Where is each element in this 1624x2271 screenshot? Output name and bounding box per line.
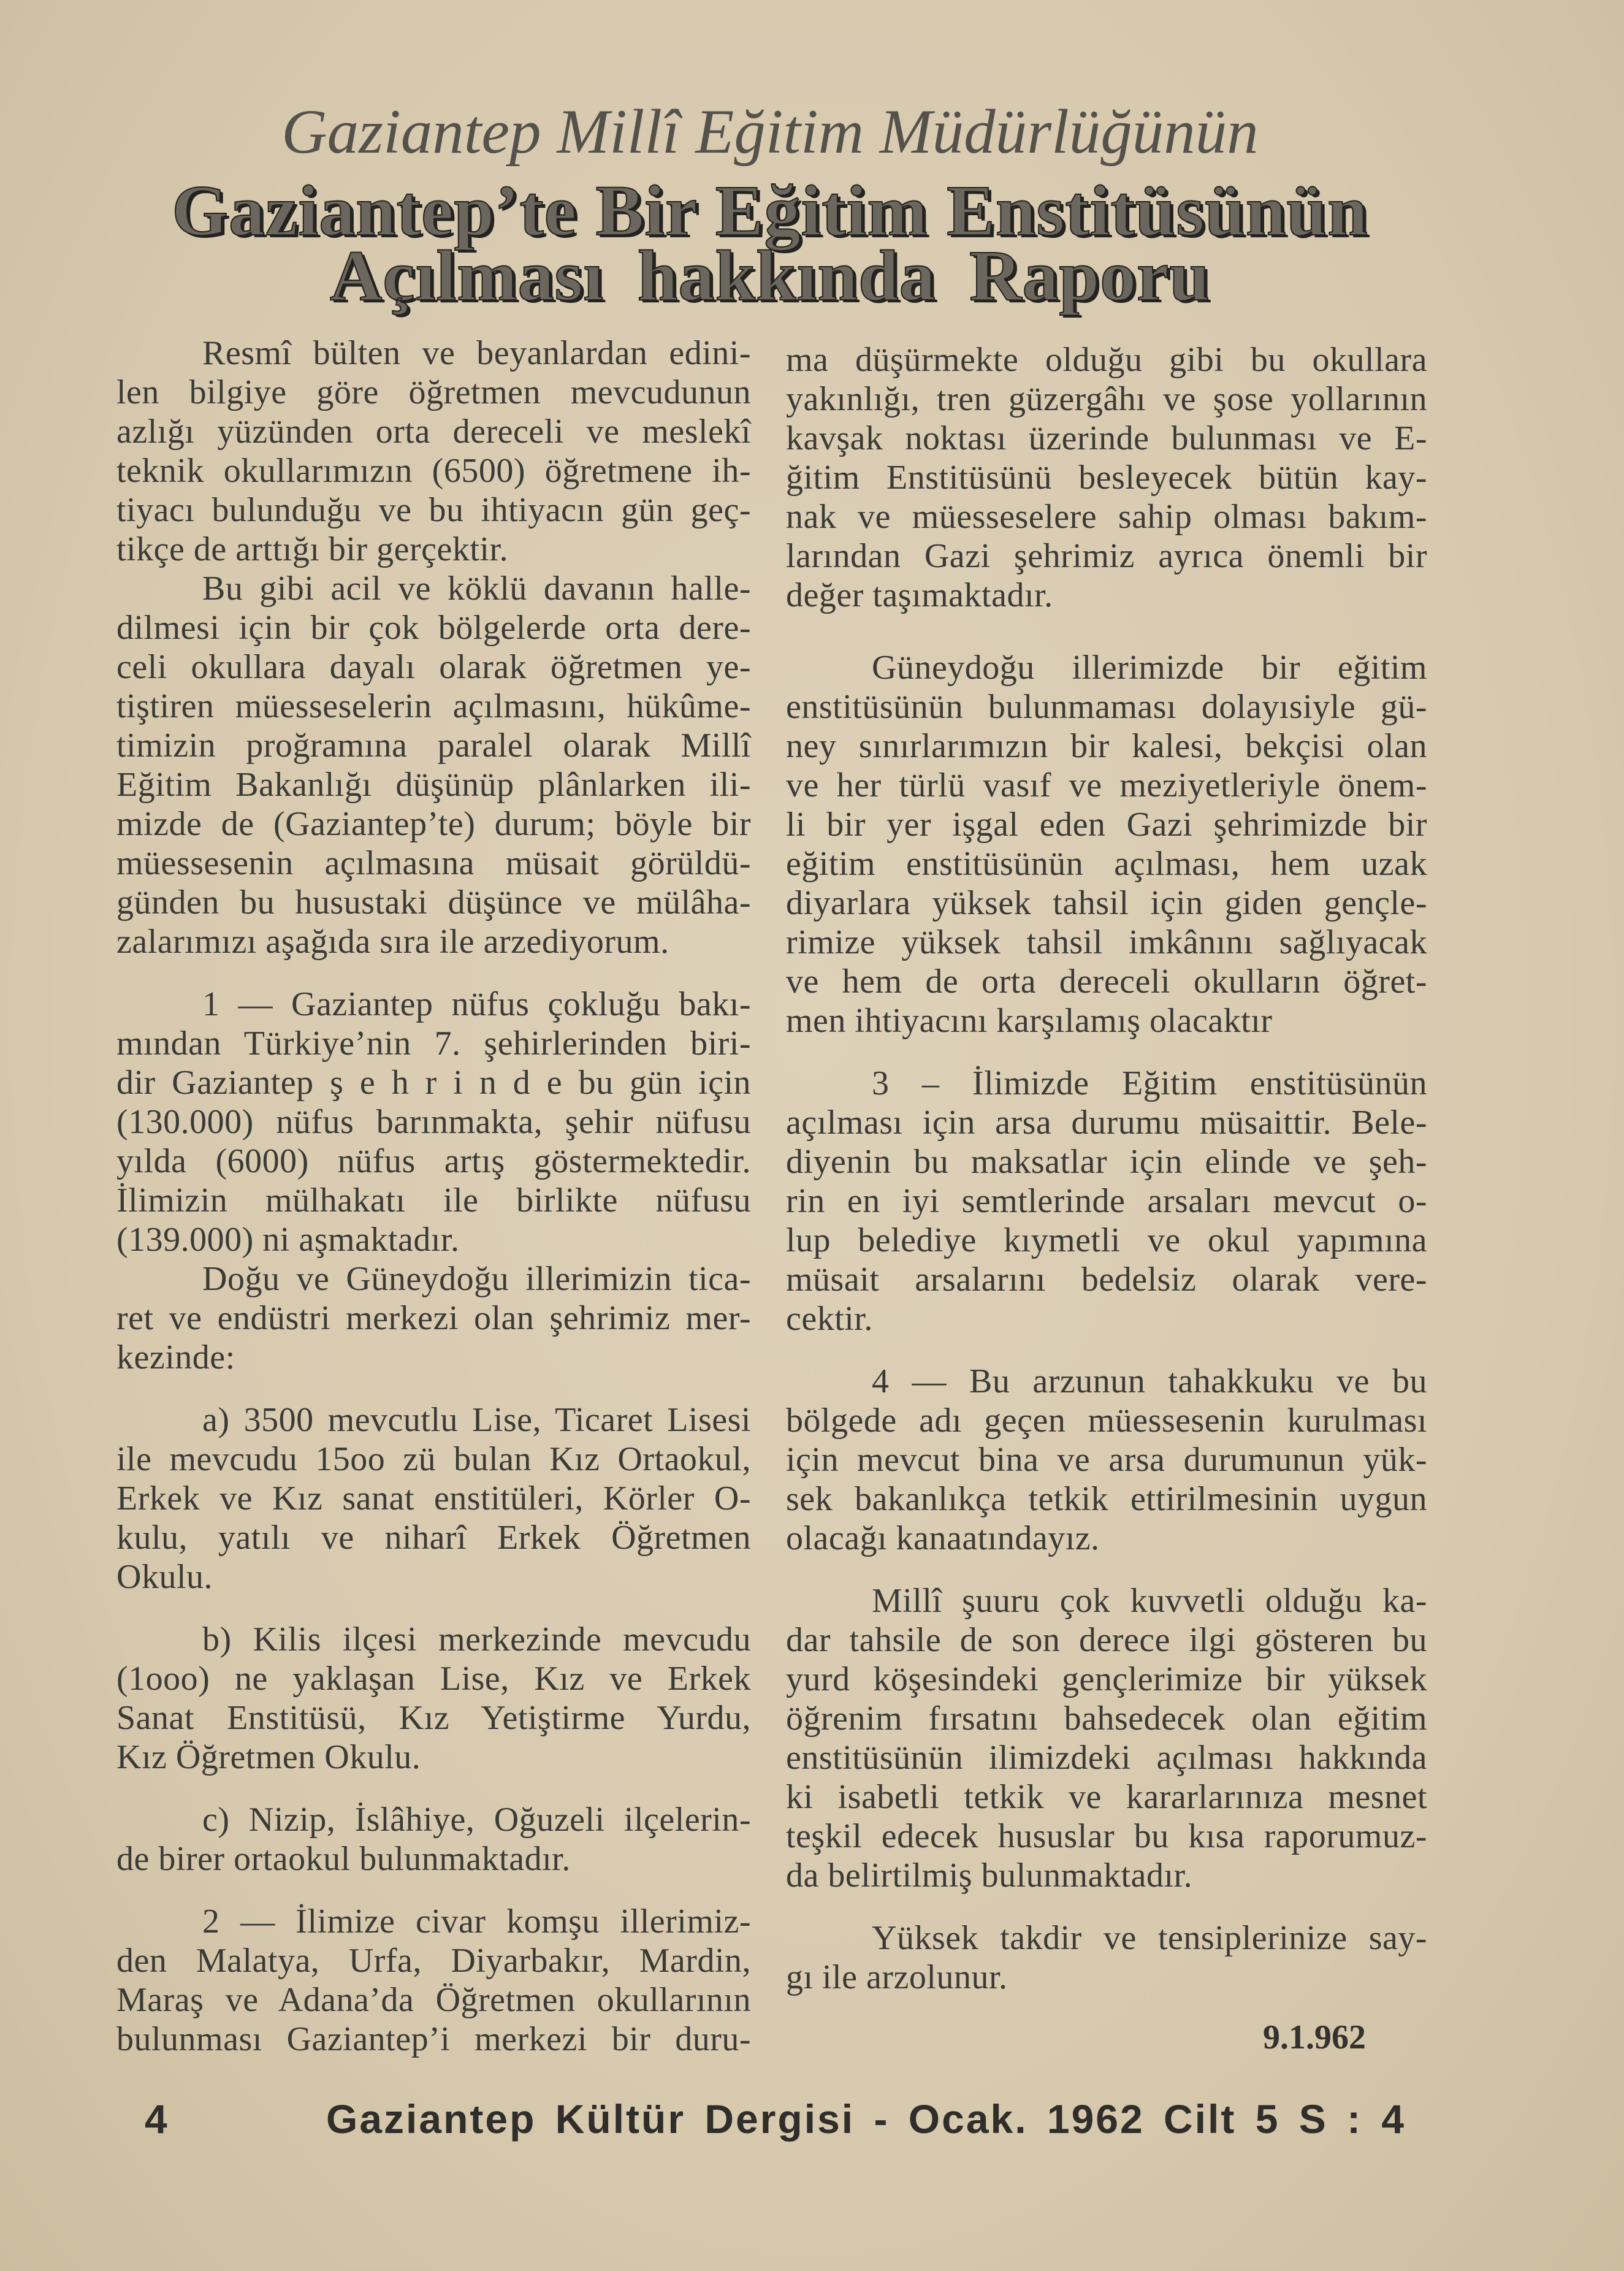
article-section [786, 1581, 1427, 1895]
paragraph [116, 985, 751, 1259]
text-line: b) Kilis ilçesi merkezinde mevcudu [202, 1620, 751, 1658]
article-section [116, 985, 751, 1377]
paragraph [786, 1581, 1427, 1895]
text-line: tiştiren müesseselerin açılmasını, hükûme- [116, 687, 751, 725]
text-line: nak ve müesseselere sahip olması bakım- [786, 498, 1427, 536]
text-line: (130.000) nüfus barınmakta, şehir nüfusu [116, 1103, 751, 1141]
text-line: teşkil edecek hususlar bu kısa raporumuz- [786, 1817, 1427, 1855]
text-line: ma düşürmekte olduğu gibi bu okullara [786, 341, 1427, 379]
text-line: len bilgiye göre öğretmen mevcudunun [116, 373, 751, 411]
text-line: dilmesi için bir çok bölgelerde orta dere- [116, 609, 751, 647]
paragraph [116, 569, 751, 961]
text-line: gı ile arzolunur. [786, 1958, 1008, 1996]
paragraph [786, 340, 1427, 615]
paragraph [786, 1918, 1427, 1997]
text-line: kezinde: [116, 1338, 235, 1376]
text-line: tikçe de arttığı bir gerçektir. [116, 530, 509, 568]
text-line: ile mevcudu 15oo zü bulan Kız Ortaokul, [116, 1440, 751, 1478]
publication-footer: Gaziantep Kültür Dergisi - Ocak. 1962 Cilt 5 S : 4 [326, 2096, 1406, 2142]
text-line: öğrenim fırsatını bahsedecek olan eğitim [786, 1700, 1427, 1738]
left-text-column [116, 334, 751, 2059]
text-line: ki isabetli tetkik ve kararlarınıza mesnet [786, 1778, 1427, 1816]
text-line: ret ve endüstri merkezi olan şehrimiz mer- [116, 1299, 751, 1337]
article-section [116, 1902, 751, 2059]
paragraph [116, 1400, 751, 1597]
text-line: kavşak noktası üzerinde bulunması ve E- [786, 419, 1427, 457]
text-line: müsait arsalarını bedelsiz olarak vere- [786, 1261, 1427, 1299]
text-line: a) 3500 mevcutlu Lise, Ticaret Lisesi [202, 1401, 751, 1439]
text-line: için mevcut bina ve arsa durumunun yük- [786, 1441, 1427, 1479]
article-section [116, 334, 751, 961]
text-line: Kız Öğretmen Okulu. [116, 1738, 421, 1776]
text-line: mından Türkiye’nin 7. şehirlerinden biri- [116, 1025, 751, 1063]
text-line: dir Gaziantep ş e h r i n d e bu gün için [116, 1064, 751, 1102]
text-line: Yüksek takdir ve tensiplerinize say- [872, 1919, 1427, 1957]
text-line: ğitim Enstitüsünü besleyecek bütün kay- [786, 459, 1427, 497]
text-line: kulu, yatılı ve niharî Erkek Öğretmen [116, 1519, 751, 1557]
article-section [786, 648, 1427, 1040]
text-line: lup belediye kıymetli ve okul yapımına [786, 1221, 1427, 1259]
text-line: da belirtilmiş bulunmaktadır. [786, 1857, 1193, 1895]
text-line: (1ooo) ne yaklaşan Lise, Kız ve Erkek [116, 1660, 751, 1698]
text-line: Doğu ve Güneydoğu illerimizin tica- [202, 1260, 751, 1298]
text-line: Eğitim Bakanlığı düşünüp plânlarken ili- [116, 766, 751, 804]
text-line: bölgede adı geçen müessesenin kurulması [786, 1402, 1427, 1440]
right-text-column [786, 340, 1427, 2057]
text-line: değer taşımaktadır. [786, 576, 1053, 614]
text-line: 1 — Gaziantep nüfus çokluğu bakı- [202, 985, 751, 1023]
paragraph [116, 334, 751, 569]
text-line: de birer ortaokul bulunmaktadır. [116, 1840, 571, 1878]
text-line: Resmî bülten ve beyanlardan edini- [202, 334, 751, 372]
text-line: enstitüsünün ilimizdeki açılması hakkında [786, 1739, 1427, 1777]
text-line: Okulu. [116, 1558, 213, 1596]
text-line: enstitüsünün bulunmaması dolayısiyle gü- [786, 688, 1427, 726]
text-line: açılması için arsa durumu müsaittir. Bele- [786, 1104, 1427, 1142]
text-line: teknik okullarımızın (6500) öğretmene ih- [116, 452, 751, 490]
text-line: timizin proğramına paralel olarak Millî [116, 727, 751, 765]
text-line: Erkek ve Kız sanat enstitüleri, Körler O- [116, 1479, 751, 1517]
text-line: ve hem de orta dereceli okulların öğret- [786, 963, 1427, 1001]
text-line: diyenin bu maksatlar için elinde ve şeh- [786, 1143, 1427, 1181]
text-line: den Malatya, Urfa, Diyarbakır, Mardin, [116, 1942, 751, 1980]
paragraph [786, 648, 1427, 1040]
text-line: sek bakanlıkça tetkik ettirilmesinin uygun [786, 1480, 1427, 1518]
paragraph [786, 1064, 1427, 1338]
paragraph [116, 1620, 751, 1777]
paragraph [116, 1259, 751, 1377]
article-section [116, 1400, 751, 1597]
text-line: Millî şuuru çok kuvvetli olduğu ka- [872, 1582, 1427, 1620]
text-line: cektir. [786, 1300, 873, 1338]
text-line: c) Nizip, İslâhiye, Oğuzeli ilçelerin- [202, 1801, 751, 1839]
text-line: mizde de (Gaziantep’te) durum; böyle bir [116, 805, 751, 843]
paragraph [786, 1362, 1427, 1558]
text-line: zalarımızı aşağıda sıra ile arzediyorum. [116, 923, 669, 961]
text-line: Maraş ve Adana’da Öğretmen okullarının [116, 1981, 751, 2019]
article-section [786, 1064, 1427, 1338]
text-line: İlimizin mülhakatı ile birlikte nüfusu [116, 1181, 751, 1219]
report-title-line-2: Açılması hakkında Raporu [330, 235, 1210, 316]
text-line: tiyacı bulunduğu ve bu ihtiyacın gün geç- [116, 491, 751, 529]
text-line: celi okullara dayalı olarak öğretmen ye- [116, 648, 751, 686]
text-line: Güneydoğu illerimizde bir eğitim [872, 649, 1427, 687]
text-line: Bu gibi acil ve köklü davanın halle- [202, 570, 751, 608]
text-line: 3 – İlimizde Eğitim enstitüsünün [872, 1064, 1427, 1102]
text-line: yurd köşesindeki gençlerimize bir yüksek [786, 1660, 1427, 1698]
paragraph [116, 1902, 751, 2059]
text-line: Sanat Enstitüsü, Kız Yetiştirme Yurdu, [116, 1699, 751, 1737]
article-section [116, 1620, 751, 1777]
text-line: rin en iyi semtlerinde arsaları mevcut o- [786, 1182, 1427, 1220]
text-line: diyarlara yüksek tahsil için giden gençle- [786, 884, 1427, 922]
paragraph [116, 1800, 751, 1879]
text-line: yılda (6000) nüfus artış göstermektedir. [116, 1142, 751, 1180]
text-line: men ihtiyacını karşılamış olacaktır [786, 1002, 1273, 1040]
text-line: azlığı yüzünden orta dereceli ve meslekî [116, 413, 751, 451]
text-line: larından Gazi şehrimiz ayrıca önemli bir [786, 537, 1427, 575]
article-section [116, 1800, 751, 1879]
issuer-title: Gaziantep Millî Eğitim Müdürlüğünün [281, 97, 1259, 167]
article-section [786, 1362, 1427, 1558]
text-line: 2 — İlimize civar komşu illerimiz- [202, 1903, 751, 1941]
text-line: eğitim enstitüsünün açılması, hem uzak [786, 845, 1427, 883]
report-date: 9.1.962 [1263, 2018, 1366, 2056]
text-line: li bir yer işgal eden Gazi şehrimizde bir [786, 806, 1427, 844]
text-line: (139.000) ni aşmaktadır. [116, 1221, 460, 1259]
article-section [786, 1918, 1427, 1997]
text-line: ve her türlü vasıf ve meziyetleriyle önem- [786, 766, 1427, 804]
text-line: yakınlığı, tren güzergâhı ve şose yollarının [786, 380, 1427, 418]
text-line: 4 — Bu arzunun tahakkuku ve bu [872, 1362, 1427, 1400]
report-title-line-1: Gaziantep’te Bir Eğitim Enstitüsünün [172, 170, 1368, 251]
page-number: 4 [145, 2096, 167, 2142]
article-section [786, 340, 1427, 615]
text-line: ney sınırlarımızın bir kalesi, bekçisi olan [786, 727, 1427, 765]
text-line: günden bu husustaki düşünce ve mülâha- [116, 884, 751, 922]
text-line: bulunması Gaziantep’i merkezi bir duru- [116, 2020, 751, 2058]
text-line: dar tahsile de son derece ilgi gösteren bu [786, 1621, 1427, 1659]
text-line: olacağı kanaatındayız. [786, 1519, 1100, 1557]
text-line: müessesenin açılmasına müsait görüldü- [116, 844, 751, 882]
text-line: rimize yüksek tahsil imkânını sağlıyacak [786, 923, 1427, 961]
